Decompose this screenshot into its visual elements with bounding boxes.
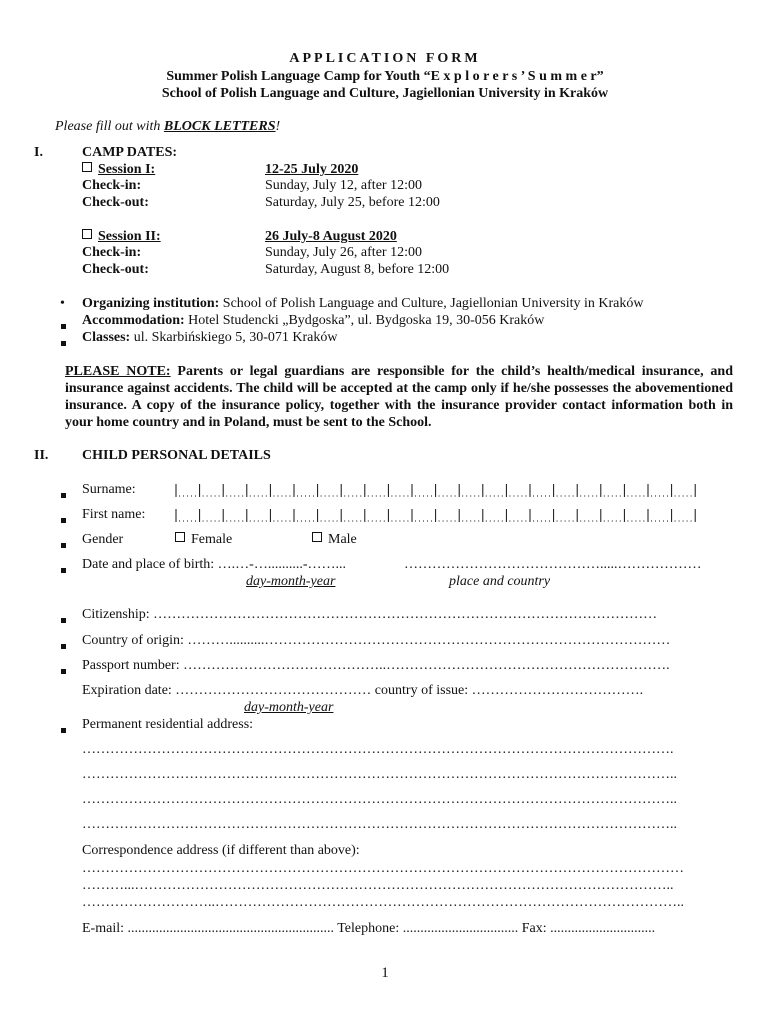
first-name-cells[interactable] bbox=[175, 508, 697, 524]
session-2-dates: 26 July-8 August 2020 bbox=[265, 229, 397, 244]
session-1-option[interactable] bbox=[82, 162, 155, 178]
info-accommodation-value: Hotel Studencki „Bydgoska”, ul. Bydgoska 19, 30-056 Kraków bbox=[184, 313, 545, 328]
bullet-square-icon bbox=[61, 487, 66, 503]
gender-label: Gender bbox=[82, 532, 124, 547]
info-organizing-label: Organizing institution: bbox=[82, 296, 220, 311]
birth-place-field[interactable]: …………………………………….....……………… bbox=[404, 557, 702, 572]
dob-field[interactable]: Date and place of birth: ….…-…..........-……... bbox=[82, 557, 346, 572]
info-accommodation-label: Accommodation: bbox=[82, 313, 185, 328]
info-classes bbox=[82, 330, 338, 346]
form-subtitle-school: School of Polish Language and Culture, Jagiellonian University in Kraków bbox=[161, 86, 609, 101]
first-name-label: First name: bbox=[82, 507, 146, 522]
address-line-3[interactable]: ……………………………………………………………………………………………………………….. bbox=[82, 792, 677, 807]
section-2-title: CHILD PERSONAL DETAILS bbox=[82, 448, 271, 463]
page-number: 1 bbox=[381, 965, 389, 981]
country-of-origin-field[interactable]: Country of origin: ………..........…………………………………………………………………………… bbox=[82, 633, 671, 648]
session-1-checkout: Saturday, July 25, before 12:00 bbox=[265, 195, 440, 210]
address-line-4[interactable]: ……………………………………………………………………………………………………………….. bbox=[82, 817, 677, 832]
bullet-square-icon bbox=[61, 537, 66, 553]
address-line-2[interactable]: ……………………………………………………………………………………………………………….. bbox=[82, 767, 677, 782]
form-title: APPLICATION FORM bbox=[289, 51, 481, 66]
instruction-emphasis: BLOCK LETTERS bbox=[163, 119, 276, 134]
insurance-note bbox=[65, 363, 733, 431]
bullet-square-icon bbox=[61, 512, 66, 528]
dob-hint: day-month-year bbox=[246, 574, 336, 589]
correspondence-line-3[interactable]: ………………………..……………………………………………………………………………………….. bbox=[82, 895, 684, 910]
bullet-dot-icon: • bbox=[60, 296, 65, 311]
instruction-text bbox=[55, 119, 280, 135]
permanent-address-label: Permanent residential address: bbox=[82, 717, 254, 732]
correspondence-line-1[interactable]: ………………………………………………………………………………………………………………… bbox=[82, 861, 684, 876]
female-checkbox[interactable] bbox=[175, 532, 185, 542]
instruction-prefix: Please fill out with bbox=[55, 119, 164, 134]
section-1-title: CAMP DATES: bbox=[82, 145, 178, 160]
passport-number-field[interactable]: Passport number: ……………………………………..……………………………………………………. bbox=[82, 658, 670, 673]
session-1-checkbox[interactable] bbox=[82, 162, 92, 172]
male-checkbox[interactable] bbox=[312, 532, 322, 542]
correspondence-address-label: Correspondence address (if different than above): bbox=[82, 843, 360, 858]
section-1-number: I. bbox=[34, 145, 43, 160]
info-accommodation bbox=[82, 313, 544, 329]
gender-male-option[interactable] bbox=[312, 532, 357, 548]
session-1-checkin-label: Check-in: bbox=[82, 178, 142, 193]
insurance-note-heading: PLEASE NOTE: bbox=[65, 364, 171, 379]
bullet-square-icon bbox=[61, 335, 66, 351]
gender-female-option[interactable] bbox=[175, 532, 232, 548]
session-1-checkout-label: Check-out: bbox=[82, 195, 149, 210]
session-2-checkbox[interactable] bbox=[82, 229, 92, 239]
contact-fields[interactable]: E-mail: ........................................................... Telephone: ................................. Fax: .............................. bbox=[82, 921, 656, 936]
place-hint: place and country bbox=[449, 574, 551, 589]
session-2-checkin-label: Check-in: bbox=[82, 245, 142, 260]
session-2-checkin: Sunday, July 26, after 12:00 bbox=[265, 245, 422, 260]
female-label: Female bbox=[191, 532, 233, 547]
info-classes-value: ul. Skarbińskiego 5, 30-071 Kraków bbox=[130, 330, 338, 345]
bullet-square-icon bbox=[61, 318, 66, 334]
surname-cells[interactable] bbox=[175, 483, 697, 499]
bullet-square-icon bbox=[61, 663, 66, 679]
session-1-label: Session I: bbox=[98, 162, 156, 177]
address-line-1[interactable]: ………………………………………………………………………………………………………………. bbox=[82, 742, 674, 757]
insurance-note-text: Parents or legal guardians are responsible for the child’s health/medical insurance, and insurance against accidents. The child will be accepted at the camp only if he/she possesses the abovementioned insurance. A copy of the insurance policy, together with the insurance provider contact information both in your home country and in Poland, must be sent to the School. bbox=[65, 364, 733, 430]
male-label: Male bbox=[328, 532, 357, 547]
expiration-hint: day-month-year bbox=[244, 700, 334, 715]
info-organizing bbox=[82, 296, 644, 312]
session-1-dates: 12-25 July 2020 bbox=[265, 162, 359, 177]
session-1-checkin: Sunday, July 12, after 12:00 bbox=[265, 178, 422, 193]
instruction-suffix: ! bbox=[275, 119, 281, 134]
info-organizing-value: School of Polish Language and Culture, Jagiellonian University in Kraków bbox=[219, 296, 644, 311]
surname-label: Surname: bbox=[82, 482, 136, 497]
session-2-option[interactable] bbox=[82, 229, 161, 245]
citizenship-field[interactable]: Citizenship: ……………………………………………………………………………………………… bbox=[82, 607, 658, 622]
bullet-square-icon bbox=[61, 612, 66, 628]
session-2-checkout-label: Check-out: bbox=[82, 262, 149, 277]
correspondence-line-2[interactable]: ………...…………………………………………………………………………………………………….. bbox=[82, 878, 674, 893]
session-2-label: Session II: bbox=[98, 229, 161, 244]
form-subtitle-camp: Summer Polish Language Camp for Youth “E x p l o r e r s ’ S u m m e r” bbox=[166, 69, 604, 84]
session-2-checkout: Saturday, August 8, before 12:00 bbox=[265, 262, 450, 277]
section-2-number: II. bbox=[34, 448, 49, 463]
expiration-and-issue-field[interactable]: Expiration date: …………………………………… country of issue: ………………………………. bbox=[82, 683, 644, 698]
bullet-square-icon bbox=[61, 638, 66, 654]
info-classes-label: Classes: bbox=[82, 330, 131, 345]
bullet-square-icon bbox=[61, 722, 66, 738]
bullet-square-icon bbox=[61, 562, 66, 578]
